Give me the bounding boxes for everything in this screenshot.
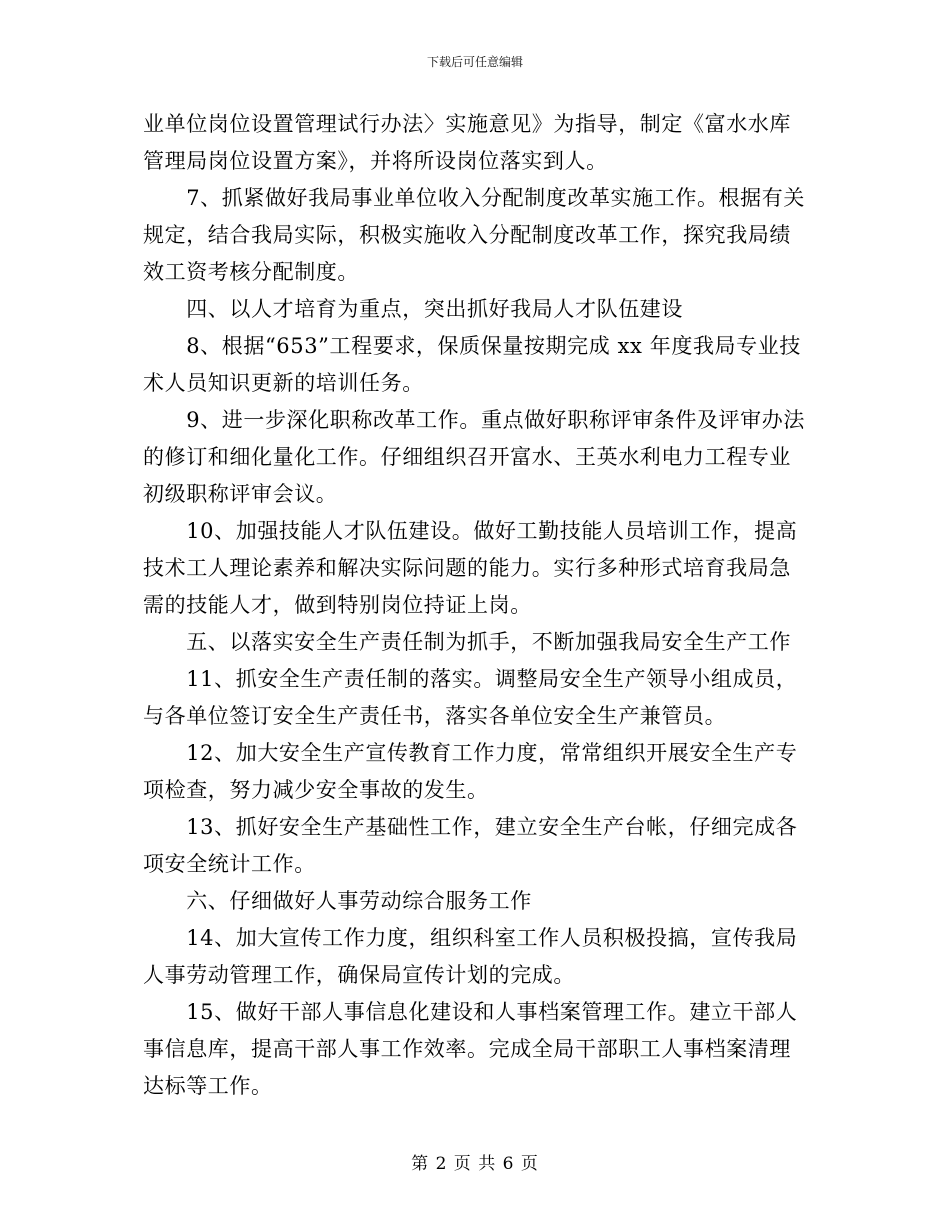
paragraph-3: 8、根据“653”工程要求，保质保量按期完成 xx 年度我局专业技 术人员知识更新的培训任务。 [143,334,801,395]
page-header: 下载后可任意编辑 [426,55,523,69]
paragraph-5: 10、加强技能人才队伍建设。做好工勤技能人员培训工作，提高 技术工人理论素养和解决实际问题的能力。实行多种形式培育我局急 需的技能人才，做到特别岗位持证上岗。 [143,519,798,617]
paragraph-2: 7、抓紧做好我局事业单位收入分配制度改革实施工作。根据有关 规定，结合我局实际，积极实施收入分配制度改革工作，探究我局绩 效工资考核分配制度。 [143,186,805,284]
section-heading-5: 五、以落实安全生产责任制为抓手，不断加强我局安全生产工作 [143,630,791,654]
section-heading-6: 六、仔细做好人事劳动综合服务工作 [143,889,532,913]
paragraph-7: 12、加大安全生产宣传教育工作力度，常常组织开展安全生产专 项检查，努力减少安全事故的发生。 [143,741,798,802]
paragraph-9: 14、加大宣传工作力度，组织科室工作人员积极投搞，宣传我局 人事劳动管理工作，确保局宣传计划的完成。 [143,926,798,987]
paragraph-1: 业单位岗位设置管理试行办法〉实施意见》为指导，制定《富水水库 管理局岗位设置方案》，并将所设岗位落实到人。 [143,112,791,173]
paragraph-4: 9、进一步深化职称改革工作。重点做好职称评审条件及评审办法 的修订和细化量化工作。仔细组织召开富水、王英水利电力工程专业 初级职称评审会议。 [143,408,805,506]
paragraph-10: 15、做好干部人事信息化建设和人事档案管理工作。建立干部人 事信息库，提高干部人事工作效率。完成全局干部职工人事档案清理 达标等工作。 [143,1000,798,1098]
paragraph-6: 11、抓安全生产责任制的落实。调整局安全生产领导小组成员， 与各单位签订安全生产责任书，落实各单位安全生产兼管员。 [143,667,798,728]
page-number-footer: 第 2 页 共 6 页 [411,1154,539,1174]
section-heading-4: 四、以人才培育为重点，突出抓好我局人才队伍建设 [143,297,683,321]
paragraph-8: 13、抓好安全生产基础性工作，建立安全生产台帐，仔细完成各 项安全统计工作。 [143,815,798,876]
document-body [143,106,813,1105]
